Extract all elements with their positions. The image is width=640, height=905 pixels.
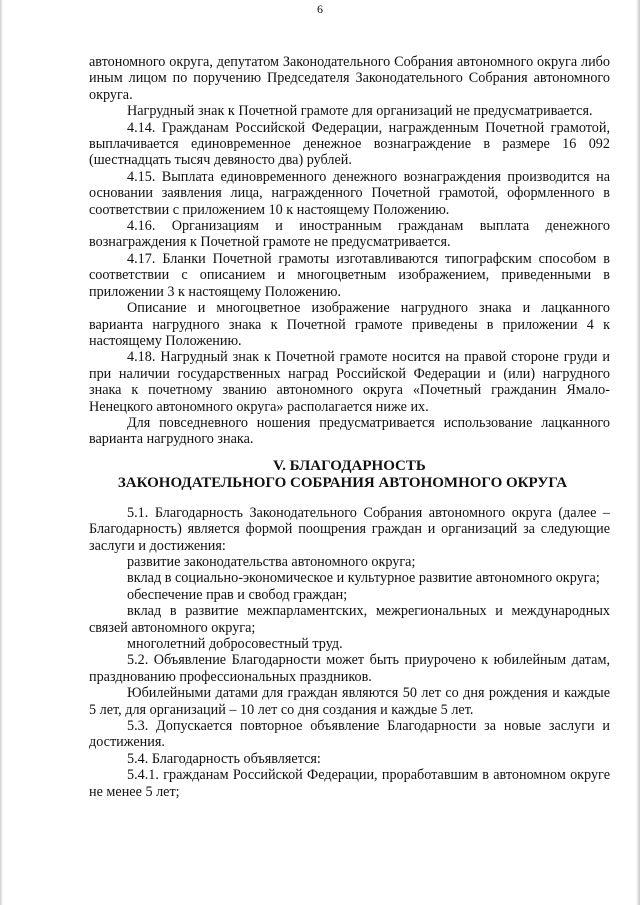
paragraph: 4.18. Нагрудный знак к Почетной грамоте носится на правой стороне груди и при наличии государственных наград Российской Федерации и (или) нагрудного знака к почетному званию автономного округа «Почетный гражданин Ямало-Ненецкого автономного округа» располагается ниже их. (89, 349, 610, 415)
paragraph: 4.16. Организациям и иностранным гражданам выплата денежного вознаграждения к Почетной грамоте не предусматривается. (89, 218, 610, 251)
paragraph: Для повседневного ношения предусматривается использование лацканного варианта нагрудного знака. (89, 414, 610, 448)
list-item: вклад в развитие межпарламентских, межрегиональных и международных связей автономного округа; (89, 603, 610, 636)
section-heading-line2: ЗАКОНОДАТЕЛЬНОГО СОБРАНИЯ АВТОНОМНОГО ОКРУГА (117, 475, 568, 492)
list-item: развитие законодательства автономного округа; (127, 553, 416, 570)
paragraph: 5.4. Благодарность объявляется: (127, 750, 321, 767)
paragraph: автономного округа, депутатом Законодательного Собрания автономного округа либо иным лицом по поручению Председателя Законодательного Собрания автономного округа. (89, 54, 610, 103)
paragraph: Нагрудный знак к Почетной грамоте для организаций не предусматривается. (127, 103, 593, 120)
paragraph: 4.15. Выплата единовременного денежного вознаграждения производится на основании заявления лица, награжденного Почетной грамотой, оформленного в соответствии с приложением 10 к настоящему Положению. (89, 168, 610, 218)
paragraph: 5.4.1. гражданам Российской Федерации, проработавшим в автономном округе не менее 5 лет; (89, 767, 610, 800)
list-item: вклад в социально-экономическое и культурное развитие автономного округа; (127, 570, 600, 587)
section-heading (89, 458, 610, 493)
paragraph: 4.17. Бланки Почетной грамоты изготавливаются типографским способом в соответствии с описанием и многоцветным изображением, приведенными в приложении 3 к настоящему Положению. (89, 250, 610, 300)
paragraph: Юбилейными датами для граждан являются 50 лет со дня рождения и каждые 5 лет, для организаций – 10 лет со дня создания и каждые 5 лет. (89, 685, 610, 718)
list-item: многолетний добросовестный труд. (127, 636, 343, 652)
paragraph: Описание и многоцветное изображение нагрудного знака и лацканного варианта нагрудного знака к Почетной грамоте приведены в приложении 4 к настоящему Положению. (89, 300, 610, 349)
list-item: обеспечение прав и свобод граждан; (127, 586, 348, 603)
scan-edge-right (636, 0, 640, 905)
paragraph: 4.14. Гражданам Российской Федерации, награжденным Почетной грамотой, выплачивается единовременное денежное вознаграждение в размере 16 092 (шестнадцать тысяч девяносто два) рублей. (89, 119, 610, 169)
paragraph: 5.3. Допускается повторное объявление Благодарности за новые заслуги и достижения. (89, 718, 610, 751)
page-number: 6 (317, 2, 323, 16)
section-heading-line1: V. БЛАГОДАРНОСТЬ (273, 457, 426, 474)
scan-edge-left (0, 0, 3, 905)
document-body (89, 54, 610, 800)
paragraph: 5.2. Объявление Благодарности может быть приурочено к юбилейным датам, празднованию профессиональных праздников. (89, 652, 610, 685)
paragraph: 5.1. Благодарность Законодательного Собрания автономного округа (далее – Благодарность) является формой поощрения граждан и организаций за следующие заслуги и достижения: (89, 504, 610, 554)
